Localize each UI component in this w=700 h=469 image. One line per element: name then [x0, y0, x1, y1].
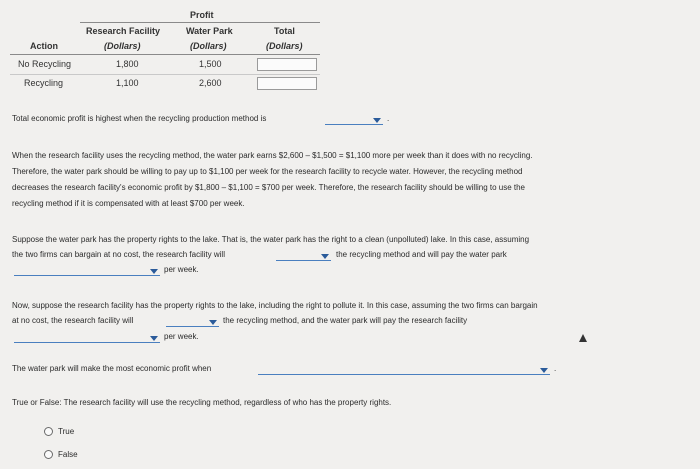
chevron-down-icon	[150, 269, 158, 274]
table-divider	[10, 54, 320, 55]
q1-text: Total economic profit is highest when the recycling production method is	[12, 114, 267, 123]
chevron-down-icon	[373, 118, 381, 123]
chevron-down-icon	[150, 336, 158, 341]
q3-amount-dropdown[interactable]	[14, 332, 160, 343]
col-water-unit: (Dollars)	[190, 41, 227, 51]
explanation-line: When the research facility uses the recycling method, the water park earns $2,600 – $1,500 = $1,100 more per week than it does with no recycling.	[12, 151, 533, 160]
col-research-unit: (Dollars)	[104, 41, 141, 51]
q3-line2-post: the recycling method, and the water park will pay the research facility	[223, 316, 468, 325]
q4-dropdown[interactable]	[258, 364, 550, 375]
radio-label: False	[58, 450, 78, 459]
radio-button[interactable]	[44, 427, 53, 436]
col-total-header: Total	[274, 26, 295, 36]
q4-text: The water park will make the most economic profit when	[12, 364, 212, 373]
radio-button[interactable]	[44, 450, 53, 459]
q5-text: True or False: The research facility will use the recycling method, regardless of who has the property rights.	[12, 398, 392, 407]
total-input-recycling[interactable]	[257, 77, 317, 90]
profit-header: Profit	[190, 10, 214, 20]
row-action: Recycling	[24, 78, 64, 88]
q4-period: .	[554, 364, 557, 373]
total-input-no-recycling[interactable]	[257, 58, 317, 71]
chevron-down-icon	[540, 368, 548, 373]
q3-line2-pre: at no cost, the research facility will	[12, 316, 134, 325]
col-total-unit: (Dollars)	[266, 41, 303, 51]
explanation-line: Therefore, the water park should be willing to pay up to $1,100 per week for the research facility to recycle water. However, the recycling method	[12, 167, 523, 176]
q3-action-dropdown[interactable]	[166, 316, 219, 327]
header-divider	[80, 22, 320, 23]
q2-line3-post: per week.	[164, 265, 199, 274]
q2-line2-post: the recycling method and will pay the water park	[336, 250, 507, 259]
mouse-cursor-icon	[579, 334, 587, 342]
q2-line2-pre: the two firms can bargain at no cost, the research facility will	[12, 250, 225, 259]
row-water-profit: 1,500	[199, 59, 222, 69]
explanation-line: decreases the research facility's economic profit by $1,800 – $1,100 = $700 per week. Therefore, the research facility should be willing to use the	[12, 183, 526, 192]
q3-line1: Now, suppose the research facility has the property rights to the lake, including the right to pollute it. In this case, assuming the two firms can bargain	[12, 301, 538, 310]
chevron-down-icon	[209, 320, 217, 325]
row-action: No Recycling	[18, 59, 72, 69]
q1-period: .	[387, 114, 390, 123]
row-water-profit: 2,600	[199, 78, 222, 88]
radio-label: True	[58, 427, 75, 436]
q1-dropdown[interactable]	[325, 114, 383, 125]
explanation-line: recycling method if it is compensated with at least $700 per week.	[12, 199, 245, 208]
chevron-down-icon	[321, 254, 329, 259]
q2-action-dropdown[interactable]	[276, 250, 331, 261]
row-research-profit: 1,100	[116, 78, 139, 88]
row-research-profit: 1,800	[116, 59, 139, 69]
row-divider	[10, 74, 320, 75]
q3-line3-post: per week.	[164, 332, 199, 341]
q2-amount-dropdown[interactable]	[14, 265, 160, 276]
col-research-header: Research Facility	[86, 26, 161, 36]
q2-line1: Suppose the water park has the property rights to the lake. That is, the water park has the right to a clean (unpolluted) lake. In this case, assuming	[12, 235, 530, 244]
col-action-header: Action	[30, 41, 58, 51]
col-water-header: Water Park	[186, 26, 233, 36]
